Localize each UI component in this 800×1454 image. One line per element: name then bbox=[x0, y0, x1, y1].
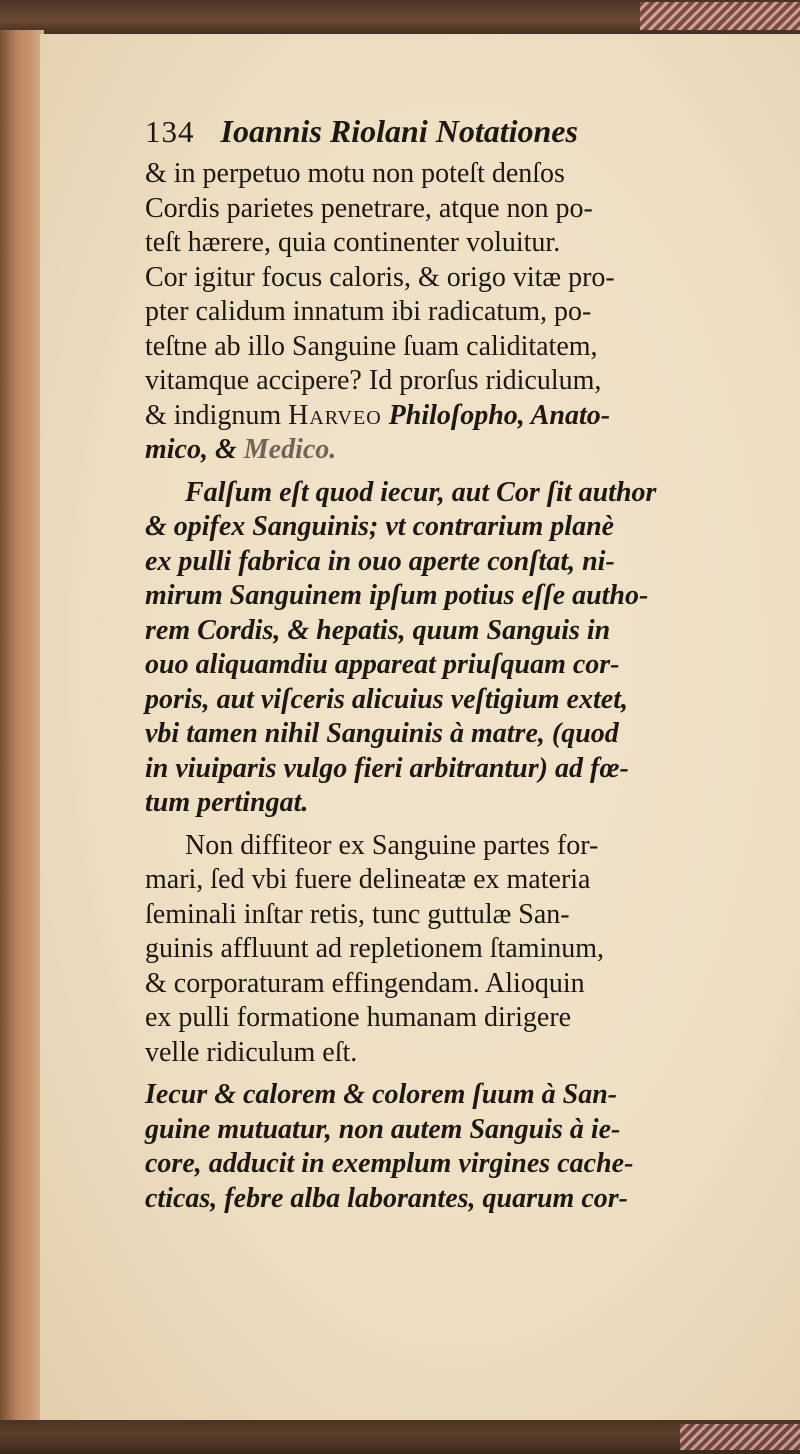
text-line: Cor igitur focus caloris, & origo vitæ pro- bbox=[145, 261, 615, 293]
text-line: mari, ſed vbi fuere delineatæ ex materia bbox=[145, 864, 591, 895]
text-line: pter calidum innatum ibi radicatum, po- bbox=[145, 296, 592, 327]
book-top-edge bbox=[0, 0, 800, 36]
text-line: in viuiparis vulgo fieri arbitrantur) ad fœ- bbox=[145, 752, 629, 784]
text-line: teſt hærere, quia continenter voluitur. bbox=[145, 227, 561, 258]
page-header bbox=[145, 113, 695, 157]
text-line: cticas, febre alba laborantes, quarum cor- bbox=[145, 1182, 628, 1214]
text-line: tum pertingat. bbox=[145, 787, 309, 818]
text-line: & in perpetuo motu non poteſt denſos bbox=[145, 158, 565, 189]
text-block bbox=[145, 113, 695, 1216]
text-line: poris, aut viſceris alicuius veſtigium extet, bbox=[145, 683, 628, 715]
paragraph-3 bbox=[145, 829, 695, 1071]
text-line: mirum Sanguinem ipſum potius eſſe autho- bbox=[145, 580, 649, 611]
book-bottom-edge bbox=[0, 1420, 800, 1454]
text-line: vitamque accipere? Id prorſus ridiculum, bbox=[145, 365, 602, 396]
text-run: Medico. bbox=[243, 434, 337, 465]
text-line bbox=[145, 433, 695, 468]
text-line: teſtne ab illo Sanguine ſuam caliditatem, bbox=[145, 330, 598, 362]
text-line: ſeminali inſtar retis, tunc guttulæ San- bbox=[145, 898, 570, 930]
paragraph-4 bbox=[145, 1078, 695, 1216]
text-run: Philoſopho, Anato- bbox=[381, 399, 611, 431]
headband bbox=[640, 2, 800, 30]
text-run: mico, & bbox=[145, 434, 244, 465]
text-line: Iecur & calorem & colorem ſuum à San- bbox=[145, 1079, 618, 1110]
tailband bbox=[680, 1424, 800, 1450]
text-line: & opifex Sanguinis; vt contrarium planè bbox=[145, 511, 615, 542]
running-head: Ioannis Riolani Notationes bbox=[220, 113, 578, 149]
text-line: guine mutuatur, non autem Sanguis à ie- bbox=[145, 1113, 621, 1145]
text-line: ex pulli formatione humanam dirigere bbox=[145, 1002, 572, 1033]
text-line: velle ridiculum eſt. bbox=[145, 1036, 358, 1068]
author-name: Harveo bbox=[288, 399, 382, 431]
text-line: guinis affluunt ad repletionem ſtaminum, bbox=[145, 933, 605, 964]
text-line: Non diffiteor ex Sanguine partes for- bbox=[185, 829, 599, 861]
page-number: 134 bbox=[145, 114, 195, 149]
paragraph-2 bbox=[145, 476, 695, 821]
text-line: ouo aliquamdiu appareat priuſquam cor- bbox=[145, 649, 620, 680]
book-spine-edge bbox=[0, 30, 44, 1422]
text-line: core, adducit in exemplum virgines cache- bbox=[145, 1148, 634, 1179]
text-run: & indignum bbox=[145, 399, 289, 431]
text-line: Falſum eſt quod iecur, aut Cor ſit author bbox=[185, 476, 657, 508]
text-line bbox=[145, 399, 695, 434]
text-line: rem Cordis, & hepatis, quum Sanguis in bbox=[145, 614, 611, 646]
paragraph-1 bbox=[145, 157, 695, 468]
text-line: vbi tamen nihil Sanguinis à matre, (quod bbox=[145, 718, 619, 749]
text-line: ex pulli fabrica in ouo aperte conſtat, ni- bbox=[145, 545, 615, 577]
text-line: Cordis parietes penetrare, atque non po- bbox=[145, 192, 593, 224]
text-line: & corporaturam effingendam. Alioquin bbox=[145, 967, 585, 999]
